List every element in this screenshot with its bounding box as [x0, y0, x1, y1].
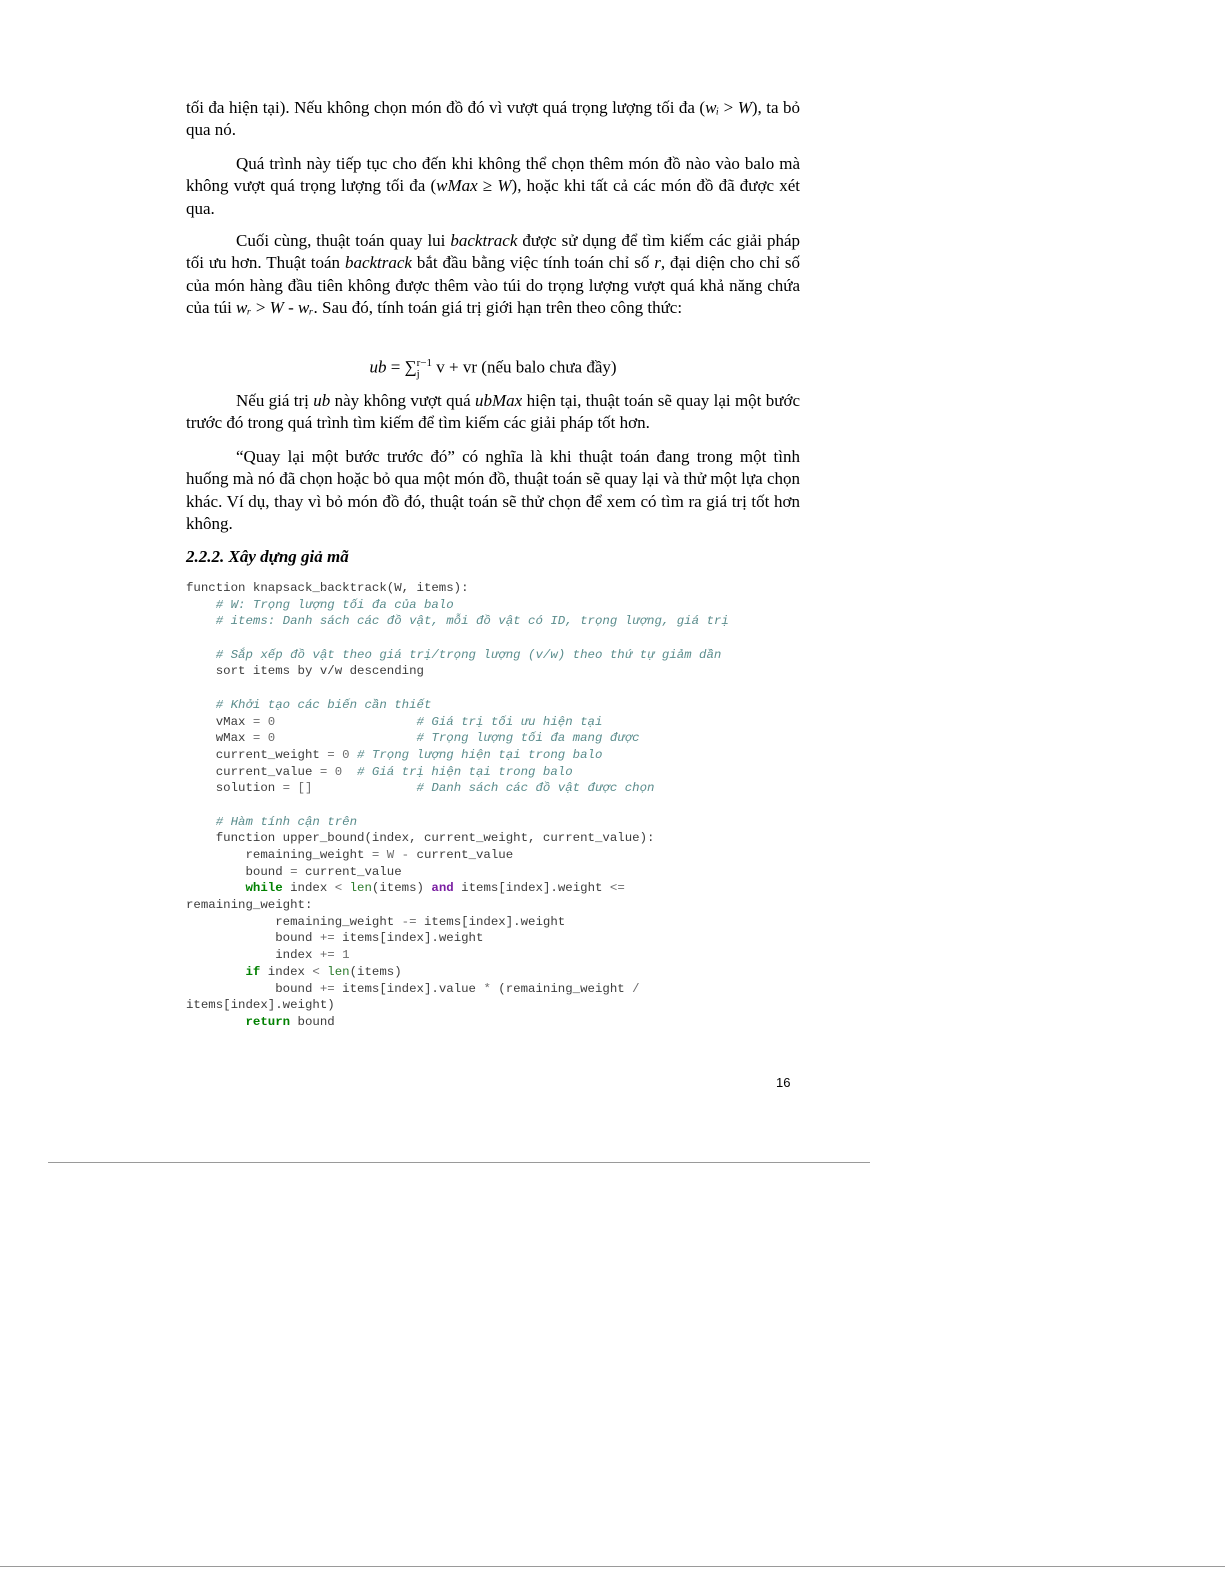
text-run: được sử dụng để tìm kiếm các giải pháp tối ưu hơn. Thuật toán	[186, 231, 800, 273]
formula-superscript: r−1	[416, 357, 433, 369]
text-run: này không vượt quá	[330, 391, 475, 410]
code-line: bound += items[index].weight	[186, 931, 484, 946]
text-run: ), hoặc khi tất cả các món đồ đã được xét qua.	[186, 176, 800, 218]
text-run: hiện tại, thuật toán sẽ quay lại một bước trước đó trong quá trình tìm kiếm để tìm kiếm các giải pháp tốt hơn.	[186, 391, 800, 433]
text-run: -	[283, 298, 299, 318]
text-run: . Sau đó, tính toán giá trị giới hạn trên theo công thức:	[313, 298, 683, 318]
paragraph-1	[186, 97, 800, 142]
paragraph-2	[186, 153, 800, 220]
code-blank-line	[186, 630, 826, 647]
paragraph-3	[186, 230, 800, 320]
italic-term: backtrack	[344, 253, 412, 273]
code-line: vMax = 0 # Giá trị tối ưu hiện tại	[186, 714, 603, 729]
text-run: >	[719, 98, 738, 117]
code-comment: # items: Danh sách các đồ vật, mỗi đồ vật có ID, trọng lượng, giá trị	[186, 614, 729, 629]
page-divider	[48, 1162, 870, 1163]
text-run: >	[251, 298, 270, 318]
paragraph-4	[186, 390, 800, 435]
formula-rest: v + vr (nếu balo chưa đầy)	[432, 357, 617, 377]
bottom-border	[0, 1566, 1225, 1567]
pseudocode-block	[186, 580, 826, 1031]
keyword-return: return	[186, 1014, 291, 1029]
text-run: , đại diện cho chỉ số của món hàng đầu tiên không được thêm vào túi do trọng lượng vượt quá khả năng chứa của túi	[186, 253, 801, 318]
code-blank-line	[186, 797, 826, 814]
code-comment: # Hàm tính cận trên	[186, 814, 358, 829]
code-line: remaining_weight = W - current_value	[186, 848, 514, 862]
section-heading: 2.2.2. Xây dựng giả mã	[186, 547, 349, 566]
paragraph-5	[186, 446, 800, 536]
text-run: ), ta bỏ qua nó.	[186, 98, 801, 140]
italic-variable: ub	[313, 391, 331, 410]
text-run: ≥	[477, 176, 498, 196]
italic-variable: wᵣ	[236, 298, 252, 318]
italic-variable: ubMax	[475, 391, 523, 410]
code-line: current_weight = 0 # Trọng lượng hiện tại trong balo	[186, 747, 603, 762]
italic-variable: W	[737, 98, 752, 117]
keyword-and: and	[431, 881, 454, 896]
text-run: “Quay lại một bước trước đó” có nghĩa là khi thuật toán đang trong một tình huống mà nó đã chọn hoặc bỏ qua một món đồ, thuật toán sẽ quay lại và thử một lựa chọn khác. Ví dụ, thay vì bỏ món đồ đó, thuật toán sẽ thử chọn để xem có tìm ra giá trị tốt hơn không.	[186, 447, 800, 534]
upper-bound-formula	[186, 351, 800, 380]
code-comment: # W: Trọng lượng tối đa của balo	[186, 597, 454, 612]
code-line: wMax = 0 # Trọng lượng tối đa mang được	[186, 731, 640, 746]
code-line: if index < len(items)	[186, 964, 402, 979]
code-line: remaining_weight -= items[index].weight	[186, 914, 566, 929]
text-run: bắt đầu bằng việc tính toán chỉ số	[411, 253, 655, 273]
code-line: remaining_weight:	[186, 898, 313, 913]
code-line: function upper_bound(index, current_weight, current_value):	[186, 831, 655, 846]
keyword-if: if	[186, 964, 261, 979]
code-line: bound += items[index].value * (remaining_weight /	[186, 981, 640, 996]
code-comment: # Sắp xếp đồ vật theo giá trị/trọng lượng (v/w) theo thứ tự giảm dần	[186, 647, 722, 662]
text-run: Nếu giá trị	[236, 391, 314, 410]
text-run: Quá trình này tiếp tục cho đến khi không thể chọn thêm món đồ nào vào balo mà không vượt quá trọng lượng tối đa (	[186, 154, 800, 196]
italic-variable: r	[654, 253, 661, 273]
code-line: index += 1	[186, 948, 350, 963]
italic-variable: wᵣ	[298, 298, 314, 318]
italic-variable: wᵢ	[705, 98, 720, 117]
formula-subscript: j	[416, 367, 420, 380]
code-line: bound = current_value	[186, 864, 402, 879]
code-line: return bound	[186, 1014, 335, 1029]
formula-sum: = ∑	[386, 357, 417, 377]
code-blank-line	[186, 680, 826, 697]
italic-variable: W	[269, 298, 284, 318]
code-line: while index < len(items) and items[index].weight <=	[186, 881, 625, 896]
text-run: tối đa hiện tại). Nếu không chọn món đồ đó vì vượt quá trọng lượng tối đa (	[186, 98, 706, 117]
code-line: current_value = 0 # Giá trị hiện tại trong balo	[186, 764, 573, 779]
code-line: solution = [] # Danh sách các đồ vật được chọn	[186, 781, 655, 796]
formula-lhs: ub	[369, 357, 387, 377]
code-line: function knapsack_backtrack(W, items):	[186, 581, 469, 595]
code-line: sort items by v/w descending	[186, 664, 424, 679]
italic-term: backtrack	[450, 231, 518, 250]
page-number: 16	[776, 1075, 791, 1090]
italic-variable: wMax	[436, 176, 478, 196]
italic-variable: W	[497, 176, 512, 196]
code-line: items[index].weight)	[186, 998, 335, 1013]
code-comment: # Khởi tạo các biến cần thiết	[186, 697, 432, 712]
keyword-while: while	[186, 881, 283, 896]
text-run: Cuối cùng, thuật toán quay lui	[236, 231, 451, 250]
